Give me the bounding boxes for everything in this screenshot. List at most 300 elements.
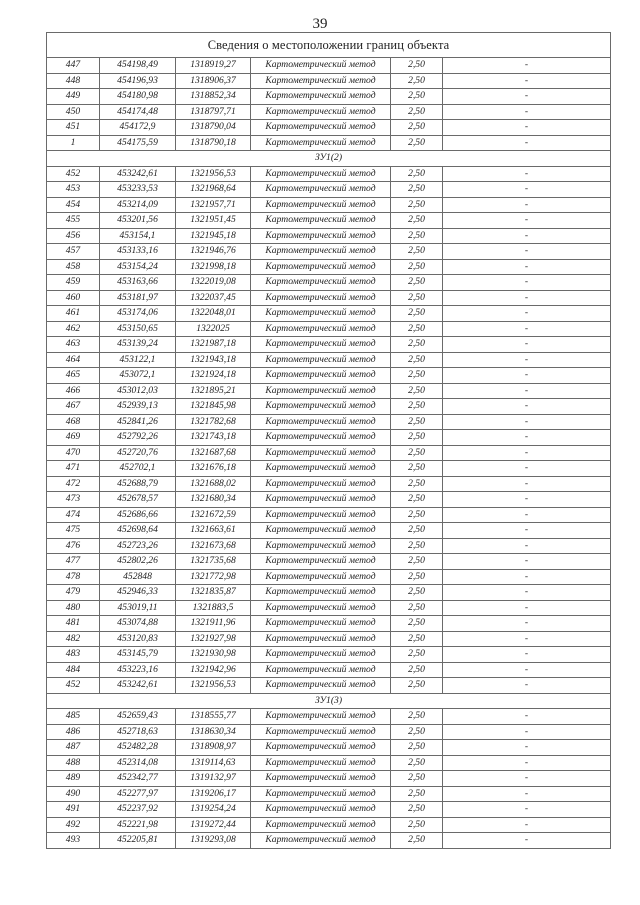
description-cell: - bbox=[443, 786, 611, 802]
accuracy-cell: 2,50 bbox=[391, 771, 443, 787]
accuracy-cell: 2,50 bbox=[391, 445, 443, 461]
x-coordinate-cell: 452277,97 bbox=[100, 786, 176, 802]
accuracy-cell: 2,50 bbox=[391, 166, 443, 182]
table-row bbox=[47, 802, 611, 818]
y-coordinate-cell: 1321951,45 bbox=[176, 213, 251, 229]
description-cell: - bbox=[443, 275, 611, 291]
point-number-cell: 492 bbox=[47, 817, 100, 833]
method-cell: Картометрический метод bbox=[251, 352, 391, 368]
method-cell: Картометрический метод bbox=[251, 507, 391, 523]
y-coordinate-cell: 1319114,63 bbox=[176, 755, 251, 771]
section-label: ЗУ1(2) bbox=[47, 151, 611, 167]
point-number-cell: 460 bbox=[47, 290, 100, 306]
description-cell: - bbox=[443, 445, 611, 461]
accuracy-cell: 2,50 bbox=[391, 244, 443, 260]
x-coordinate-cell: 452723,26 bbox=[100, 538, 176, 554]
x-coordinate-cell: 453145,79 bbox=[100, 647, 176, 663]
table-row bbox=[47, 73, 611, 89]
point-number-cell: 456 bbox=[47, 228, 100, 244]
method-cell: Картометрический метод bbox=[251, 523, 391, 539]
x-coordinate-cell: 452939,13 bbox=[100, 399, 176, 415]
y-coordinate-cell: 1321782,68 bbox=[176, 414, 251, 430]
x-coordinate-cell: 453242,61 bbox=[100, 678, 176, 694]
description-cell: - bbox=[443, 430, 611, 446]
description-cell: - bbox=[443, 89, 611, 105]
point-number-cell: 485 bbox=[47, 709, 100, 725]
method-cell: Картометрический метод bbox=[251, 709, 391, 725]
method-cell: Картометрический метод bbox=[251, 755, 391, 771]
table-row bbox=[47, 476, 611, 492]
accuracy-cell: 2,50 bbox=[391, 368, 443, 384]
x-coordinate-cell: 453174,06 bbox=[100, 306, 176, 322]
description-cell: - bbox=[443, 120, 611, 136]
accuracy-cell: 2,50 bbox=[391, 678, 443, 694]
x-coordinate-cell: 454196,93 bbox=[100, 73, 176, 89]
method-cell: Картометрический метод bbox=[251, 492, 391, 508]
table-row bbox=[47, 244, 611, 260]
point-number-cell: 491 bbox=[47, 802, 100, 818]
point-number-cell: 466 bbox=[47, 383, 100, 399]
x-coordinate-cell: 452342,77 bbox=[100, 771, 176, 787]
accuracy-cell: 2,50 bbox=[391, 259, 443, 275]
y-coordinate-cell: 1319272,44 bbox=[176, 817, 251, 833]
y-coordinate-cell: 1321672,59 bbox=[176, 507, 251, 523]
description-cell: - bbox=[443, 321, 611, 337]
accuracy-cell: 2,50 bbox=[391, 492, 443, 508]
method-cell: Картометрический метод bbox=[251, 104, 391, 120]
table-row bbox=[47, 306, 611, 322]
point-number-cell: 489 bbox=[47, 771, 100, 787]
y-coordinate-cell: 1321680,34 bbox=[176, 492, 251, 508]
point-number-cell: 480 bbox=[47, 600, 100, 616]
y-coordinate-cell: 1322025 bbox=[176, 321, 251, 337]
x-coordinate-cell: 452718,63 bbox=[100, 724, 176, 740]
point-number-cell: 493 bbox=[47, 833, 100, 849]
description-cell: - bbox=[443, 352, 611, 368]
method-cell: Картометрический метод bbox=[251, 476, 391, 492]
y-coordinate-cell: 1322048,01 bbox=[176, 306, 251, 322]
accuracy-cell: 2,50 bbox=[391, 89, 443, 105]
x-coordinate-cell: 454198,49 bbox=[100, 58, 176, 74]
method-cell: Картометрический метод bbox=[251, 631, 391, 647]
table-row bbox=[47, 337, 611, 353]
accuracy-cell: 2,50 bbox=[391, 228, 443, 244]
description-cell: - bbox=[443, 259, 611, 275]
accuracy-cell: 2,50 bbox=[391, 833, 443, 849]
method-cell: Картометрический метод bbox=[251, 616, 391, 632]
y-coordinate-cell: 1321735,68 bbox=[176, 554, 251, 570]
description-cell: - bbox=[443, 73, 611, 89]
y-coordinate-cell: 1321688,02 bbox=[176, 476, 251, 492]
accuracy-cell: 2,50 bbox=[391, 600, 443, 616]
table-row bbox=[47, 120, 611, 136]
y-coordinate-cell: 1321930,98 bbox=[176, 647, 251, 663]
description-cell: - bbox=[443, 182, 611, 198]
accuracy-cell: 2,50 bbox=[391, 538, 443, 554]
point-number-cell: 471 bbox=[47, 461, 100, 477]
method-cell: Картометрический метод bbox=[251, 445, 391, 461]
description-cell: - bbox=[443, 755, 611, 771]
y-coordinate-cell: 1321673,68 bbox=[176, 538, 251, 554]
y-coordinate-cell: 1321945,18 bbox=[176, 228, 251, 244]
method-cell: Картометрический метод bbox=[251, 120, 391, 136]
method-cell: Картометрический метод bbox=[251, 213, 391, 229]
point-number-cell: 447 bbox=[47, 58, 100, 74]
table-row bbox=[47, 507, 611, 523]
accuracy-cell: 2,50 bbox=[391, 755, 443, 771]
method-cell: Картометрический метод bbox=[251, 197, 391, 213]
x-coordinate-cell: 452686,66 bbox=[100, 507, 176, 523]
x-coordinate-cell: 453122,1 bbox=[100, 352, 176, 368]
point-number-cell: 450 bbox=[47, 104, 100, 120]
y-coordinate-cell: 1321676,18 bbox=[176, 461, 251, 477]
accuracy-cell: 2,50 bbox=[391, 554, 443, 570]
method-cell: Картометрический метод bbox=[251, 89, 391, 105]
description-cell: - bbox=[443, 476, 611, 492]
method-cell: Картометрический метод bbox=[251, 771, 391, 787]
method-cell: Картометрический метод bbox=[251, 73, 391, 89]
method-cell: Картометрический метод bbox=[251, 538, 391, 554]
point-number-cell: 478 bbox=[47, 569, 100, 585]
accuracy-cell: 2,50 bbox=[391, 569, 443, 585]
accuracy-cell: 2,50 bbox=[391, 73, 443, 89]
description-cell: - bbox=[443, 616, 611, 632]
description-cell: - bbox=[443, 228, 611, 244]
x-coordinate-cell: 453233,53 bbox=[100, 182, 176, 198]
point-number-cell: 469 bbox=[47, 430, 100, 446]
description-cell: - bbox=[443, 58, 611, 74]
accuracy-cell: 2,50 bbox=[391, 616, 443, 632]
y-coordinate-cell: 1318790,04 bbox=[176, 120, 251, 136]
y-coordinate-cell: 1319132,97 bbox=[176, 771, 251, 787]
x-coordinate-cell: 452792,26 bbox=[100, 430, 176, 446]
table-row bbox=[47, 104, 611, 120]
table-row bbox=[47, 228, 611, 244]
x-coordinate-cell: 453201,56 bbox=[100, 213, 176, 229]
method-cell: Картометрический метод bbox=[251, 135, 391, 151]
y-coordinate-cell: 1318630,34 bbox=[176, 724, 251, 740]
point-number-cell: 459 bbox=[47, 275, 100, 291]
method-cell: Картометрический метод bbox=[251, 662, 391, 678]
y-coordinate-cell: 1319293,08 bbox=[176, 833, 251, 849]
description-cell: - bbox=[443, 197, 611, 213]
x-coordinate-cell: 453139,24 bbox=[100, 337, 176, 353]
point-number-cell: 458 bbox=[47, 259, 100, 275]
table-row bbox=[47, 631, 611, 647]
y-coordinate-cell: 1319254,24 bbox=[176, 802, 251, 818]
table-row bbox=[47, 89, 611, 105]
x-coordinate-cell: 452205,81 bbox=[100, 833, 176, 849]
y-coordinate-cell: 1321663,61 bbox=[176, 523, 251, 539]
y-coordinate-cell: 1321924,18 bbox=[176, 368, 251, 384]
x-coordinate-cell: 453223,16 bbox=[100, 662, 176, 678]
accuracy-cell: 2,50 bbox=[391, 135, 443, 151]
method-cell: Картометрический метод bbox=[251, 228, 391, 244]
description-cell: - bbox=[443, 523, 611, 539]
y-coordinate-cell: 1321687,68 bbox=[176, 445, 251, 461]
y-coordinate-cell: 1319206,17 bbox=[176, 786, 251, 802]
description-cell: - bbox=[443, 833, 611, 849]
point-number-cell: 470 bbox=[47, 445, 100, 461]
section-header-row bbox=[47, 151, 611, 167]
description-cell: - bbox=[443, 802, 611, 818]
point-number-cell: 462 bbox=[47, 321, 100, 337]
description-cell: - bbox=[443, 414, 611, 430]
table-row bbox=[47, 833, 611, 849]
x-coordinate-cell: 453012,03 bbox=[100, 383, 176, 399]
accuracy-cell: 2,50 bbox=[391, 647, 443, 663]
point-number-cell: 457 bbox=[47, 244, 100, 260]
table-row bbox=[47, 786, 611, 802]
x-coordinate-cell: 453242,61 bbox=[100, 166, 176, 182]
table-row bbox=[47, 817, 611, 833]
x-coordinate-cell: 452482,28 bbox=[100, 740, 176, 756]
y-coordinate-cell: 1318908,97 bbox=[176, 740, 251, 756]
accuracy-cell: 2,50 bbox=[391, 631, 443, 647]
method-cell: Картометрический метод bbox=[251, 833, 391, 849]
point-number-cell: 465 bbox=[47, 368, 100, 384]
description-cell: - bbox=[443, 631, 611, 647]
table-row bbox=[47, 461, 611, 477]
accuracy-cell: 2,50 bbox=[391, 786, 443, 802]
accuracy-cell: 2,50 bbox=[391, 306, 443, 322]
accuracy-cell: 2,50 bbox=[391, 476, 443, 492]
x-coordinate-cell: 452221,98 bbox=[100, 817, 176, 833]
x-coordinate-cell: 452314,08 bbox=[100, 755, 176, 771]
accuracy-cell: 2,50 bbox=[391, 585, 443, 601]
accuracy-cell: 2,50 bbox=[391, 724, 443, 740]
method-cell: Картометрический метод bbox=[251, 554, 391, 570]
x-coordinate-cell: 453120,83 bbox=[100, 631, 176, 647]
point-number-cell: 472 bbox=[47, 476, 100, 492]
table-row bbox=[47, 600, 611, 616]
accuracy-cell: 2,50 bbox=[391, 399, 443, 415]
method-cell: Картометрический метод bbox=[251, 290, 391, 306]
x-coordinate-cell: 452720,76 bbox=[100, 445, 176, 461]
table-row bbox=[47, 647, 611, 663]
method-cell: Картометрический метод bbox=[251, 786, 391, 802]
table-row bbox=[47, 368, 611, 384]
method-cell: Картометрический метод bbox=[251, 275, 391, 291]
description-cell: - bbox=[443, 709, 611, 725]
x-coordinate-cell: 453154,24 bbox=[100, 259, 176, 275]
point-number-cell: 451 bbox=[47, 120, 100, 136]
table-row bbox=[47, 58, 611, 74]
table-row bbox=[47, 662, 611, 678]
x-coordinate-cell: 453214,09 bbox=[100, 197, 176, 213]
accuracy-cell: 2,50 bbox=[391, 197, 443, 213]
point-number-cell: 454 bbox=[47, 197, 100, 213]
accuracy-cell: 2,50 bbox=[391, 662, 443, 678]
point-number-cell: 455 bbox=[47, 213, 100, 229]
point-number-cell: 481 bbox=[47, 616, 100, 632]
table-title: Сведения о местоположении границ объекта bbox=[47, 33, 611, 58]
accuracy-cell: 2,50 bbox=[391, 414, 443, 430]
x-coordinate-cell: 453019,11 bbox=[100, 600, 176, 616]
y-coordinate-cell: 1318797,71 bbox=[176, 104, 251, 120]
point-number-cell: 464 bbox=[47, 352, 100, 368]
y-coordinate-cell: 1321845,98 bbox=[176, 399, 251, 415]
point-number-cell: 476 bbox=[47, 538, 100, 554]
y-coordinate-cell: 1321946,76 bbox=[176, 244, 251, 260]
point-number-cell: 463 bbox=[47, 337, 100, 353]
method-cell: Картометрический метод bbox=[251, 569, 391, 585]
accuracy-cell: 2,50 bbox=[391, 802, 443, 818]
table-row bbox=[47, 616, 611, 632]
point-number-cell: 479 bbox=[47, 585, 100, 601]
point-number-cell: 461 bbox=[47, 306, 100, 322]
x-coordinate-cell: 452946,33 bbox=[100, 585, 176, 601]
table-row bbox=[47, 724, 611, 740]
table-row bbox=[47, 585, 611, 601]
table-row bbox=[47, 709, 611, 725]
table-row bbox=[47, 414, 611, 430]
point-number-cell: 482 bbox=[47, 631, 100, 647]
point-number-cell: 448 bbox=[47, 73, 100, 89]
description-cell: - bbox=[443, 662, 611, 678]
table-row bbox=[47, 445, 611, 461]
description-cell: - bbox=[443, 740, 611, 756]
point-number-cell: 487 bbox=[47, 740, 100, 756]
table-row bbox=[47, 554, 611, 570]
y-coordinate-cell: 1321895,21 bbox=[176, 383, 251, 399]
x-coordinate-cell: 454180,98 bbox=[100, 89, 176, 105]
section-header-row bbox=[47, 693, 611, 709]
x-coordinate-cell: 452698,64 bbox=[100, 523, 176, 539]
y-coordinate-cell: 1321743,18 bbox=[176, 430, 251, 446]
description-cell: - bbox=[443, 585, 611, 601]
x-coordinate-cell: 453150,65 bbox=[100, 321, 176, 337]
y-coordinate-cell: 1321968,64 bbox=[176, 182, 251, 198]
method-cell: Картометрический метод bbox=[251, 802, 391, 818]
description-cell: - bbox=[443, 461, 611, 477]
method-cell: Картометрический метод bbox=[251, 740, 391, 756]
accuracy-cell: 2,50 bbox=[391, 182, 443, 198]
point-number-cell: 490 bbox=[47, 786, 100, 802]
method-cell: Картометрический метод bbox=[251, 430, 391, 446]
accuracy-cell: 2,50 bbox=[391, 275, 443, 291]
y-coordinate-cell: 1321927,98 bbox=[176, 631, 251, 647]
point-number-cell: 452 bbox=[47, 678, 100, 694]
boundary-table bbox=[46, 32, 611, 849]
table-row bbox=[47, 182, 611, 198]
table-row bbox=[47, 569, 611, 585]
x-coordinate-cell: 453181,97 bbox=[100, 290, 176, 306]
x-coordinate-cell: 454174,48 bbox=[100, 104, 176, 120]
section-label: ЗУ1(3) bbox=[47, 693, 611, 709]
x-coordinate-cell: 453154,1 bbox=[100, 228, 176, 244]
description-cell: - bbox=[443, 306, 611, 322]
y-coordinate-cell: 1318852,34 bbox=[176, 89, 251, 105]
method-cell: Картометрический метод bbox=[251, 647, 391, 663]
method-cell: Картометрический метод bbox=[251, 244, 391, 260]
accuracy-cell: 2,50 bbox=[391, 461, 443, 477]
method-cell: Картометрический метод bbox=[251, 724, 391, 740]
point-number-cell: 483 bbox=[47, 647, 100, 663]
x-coordinate-cell: 452802,26 bbox=[100, 554, 176, 570]
accuracy-cell: 2,50 bbox=[391, 104, 443, 120]
description-cell: - bbox=[443, 383, 611, 399]
x-coordinate-cell: 453163,66 bbox=[100, 275, 176, 291]
point-number-cell: 484 bbox=[47, 662, 100, 678]
method-cell: Картометрический метод bbox=[251, 817, 391, 833]
accuracy-cell: 2,50 bbox=[391, 740, 443, 756]
y-coordinate-cell: 1318790,18 bbox=[176, 135, 251, 151]
x-coordinate-cell: 452237,92 bbox=[100, 802, 176, 818]
point-number-cell: 488 bbox=[47, 755, 100, 771]
y-coordinate-cell: 1321772,98 bbox=[176, 569, 251, 585]
y-coordinate-cell: 1321883,5 bbox=[176, 600, 251, 616]
description-cell: - bbox=[443, 507, 611, 523]
table-row bbox=[47, 321, 611, 337]
point-number-cell: 453 bbox=[47, 182, 100, 198]
x-coordinate-cell: 452678,57 bbox=[100, 492, 176, 508]
x-coordinate-cell: 452688,79 bbox=[100, 476, 176, 492]
method-cell: Картометрический метод bbox=[251, 368, 391, 384]
point-number-cell: 477 bbox=[47, 554, 100, 570]
page-number: 39 bbox=[312, 16, 328, 32]
table-row bbox=[47, 275, 611, 291]
accuracy-cell: 2,50 bbox=[391, 213, 443, 229]
accuracy-cell: 2,50 bbox=[391, 523, 443, 539]
accuracy-cell: 2,50 bbox=[391, 321, 443, 337]
y-coordinate-cell: 1321911,96 bbox=[176, 616, 251, 632]
table-row bbox=[47, 259, 611, 275]
description-cell: - bbox=[443, 213, 611, 229]
description-cell: - bbox=[443, 135, 611, 151]
method-cell: Картометрический метод bbox=[251, 58, 391, 74]
method-cell: Картометрический метод bbox=[251, 166, 391, 182]
method-cell: Картометрический метод bbox=[251, 461, 391, 477]
description-cell: - bbox=[443, 647, 611, 663]
point-number-cell: 468 bbox=[47, 414, 100, 430]
table-row bbox=[47, 213, 611, 229]
x-coordinate-cell: 452841,26 bbox=[100, 414, 176, 430]
description-cell: - bbox=[443, 771, 611, 787]
method-cell: Картометрический метод bbox=[251, 600, 391, 616]
point-number-cell: 449 bbox=[47, 89, 100, 105]
description-cell: - bbox=[443, 554, 611, 570]
y-coordinate-cell: 1321987,18 bbox=[176, 337, 251, 353]
point-number-cell: 473 bbox=[47, 492, 100, 508]
y-coordinate-cell: 1321998,18 bbox=[176, 259, 251, 275]
table-row bbox=[47, 383, 611, 399]
description-cell: - bbox=[443, 399, 611, 415]
point-number-cell: 475 bbox=[47, 523, 100, 539]
x-coordinate-cell: 452848 bbox=[100, 569, 176, 585]
y-coordinate-cell: 1321943,18 bbox=[176, 352, 251, 368]
y-coordinate-cell: 1318555,77 bbox=[176, 709, 251, 725]
x-coordinate-cell: 452659,43 bbox=[100, 709, 176, 725]
table-title-row bbox=[47, 33, 611, 58]
y-coordinate-cell: 1318919,27 bbox=[176, 58, 251, 74]
point-number-cell: 486 bbox=[47, 724, 100, 740]
y-coordinate-cell: 1321835,87 bbox=[176, 585, 251, 601]
method-cell: Картометрический метод bbox=[251, 321, 391, 337]
y-coordinate-cell: 1321956,53 bbox=[176, 166, 251, 182]
description-cell: - bbox=[443, 678, 611, 694]
table-row bbox=[47, 771, 611, 787]
description-cell: - bbox=[443, 492, 611, 508]
point-number-cell: 452 bbox=[47, 166, 100, 182]
table-row bbox=[47, 166, 611, 182]
table-row bbox=[47, 538, 611, 554]
accuracy-cell: 2,50 bbox=[391, 352, 443, 368]
method-cell: Картометрический метод bbox=[251, 182, 391, 198]
x-coordinate-cell: 454175,59 bbox=[100, 135, 176, 151]
description-cell: - bbox=[443, 290, 611, 306]
table-row bbox=[47, 430, 611, 446]
